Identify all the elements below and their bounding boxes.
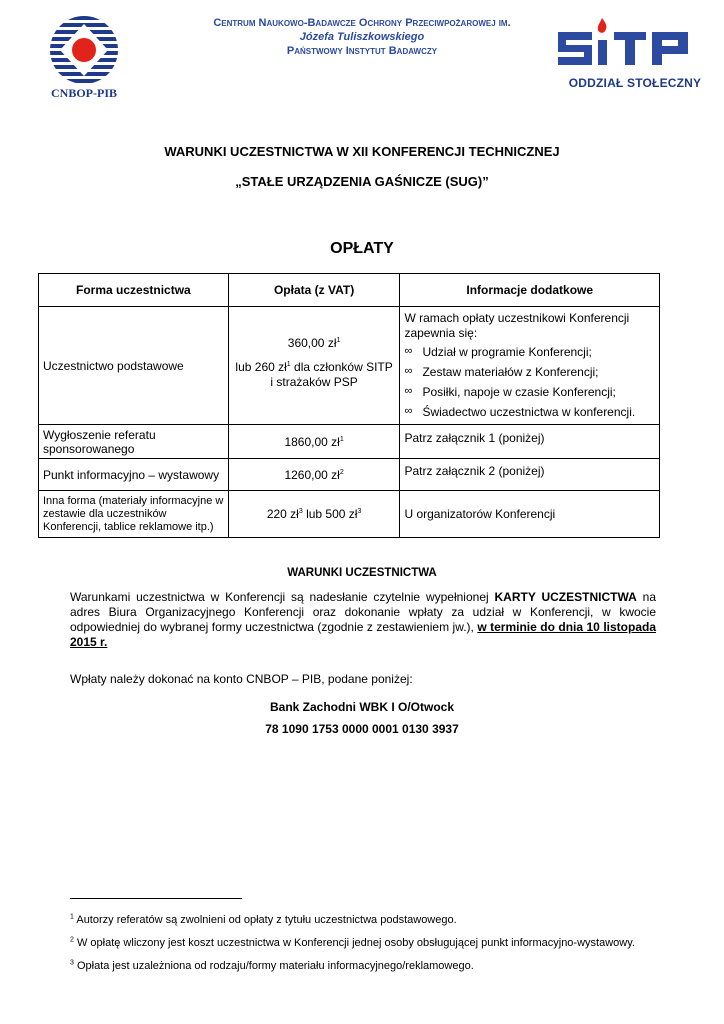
fees-table [38, 273, 660, 538]
row-info-other: U organizatorów Konferencji [400, 491, 660, 538]
document-title-line-1: WARUNKI UCZESTNICTWA W XII KONFERENCJI TECHNICZNEJ [164, 144, 560, 159]
list-item: ∞ Świadectwo uczestnictwa w konferencji. [404, 405, 636, 419]
bank-name: Bank Zachodni WBK I O/Otwock [269, 700, 454, 714]
info-intro: W ramach opłaty uczestnikowi Konferencji zapewnia się: [404, 311, 630, 340]
fees-heading: OPŁATY [330, 240, 394, 257]
column-header-fee: Opłata (z VAT) [228, 274, 400, 307]
fee-basic-value: 360,00 zł [287, 335, 337, 350]
row-fee-sponsored: 1860,00 $zł^1$ [228, 425, 400, 459]
table-row [39, 491, 660, 538]
column-header-form: Forma uczestnictwa [39, 274, 229, 307]
fee-member-value: lub 260 zł [235, 359, 287, 374]
row-info-sponsored: Patrz załącznik 1 (poniżej) [400, 425, 660, 459]
info-list [404, 345, 655, 419]
footnote-3: $^3$ Opłata jest uzależniona od rodzaju/formy materiału informacyjnego/reklamowego. [70, 959, 474, 972]
footnote-2: $^2$ W opłatę wliczony jest koszt uczestnictwa w Konferencji jednej osoby obsługującej punkt informacyjno-wystawowy. [70, 936, 635, 949]
footnote-ref: 1 [286, 360, 291, 368]
row-form-basic: Uczestnictwo podstawowe [39, 307, 229, 425]
footnote-ref: 3 [357, 508, 362, 515]
row-form-sponsored: Wygłoszenie referatu sponsorowanego [39, 425, 229, 459]
column-header-info: Informacje dodatkowe [400, 274, 660, 307]
row-fee-basic [228, 307, 400, 425]
fee-member-note: dla członków SITP i strażaków PSP [270, 359, 393, 389]
document-title-line-2: „STAŁE URZĄDZENIA GAŚNICZE (SUG)” [235, 174, 489, 189]
row-info-exhibition: Patrz załącznik 2 (poniżej) [400, 459, 660, 491]
bank-account-number: 78 1090 1753 0000 0001 0130 3937 [265, 722, 459, 736]
institution-line-1: Centrum Naukowo-Badawcze Ochrony Przeciwpożarowej im. [213, 17, 511, 29]
row-form-exhibition: Punkt informacyjno – wystawowy [39, 459, 229, 491]
footnote-ref: 1 [339, 435, 344, 443]
deadline-text: w terminie do dnia 10 listopada 2015 r. [70, 620, 656, 649]
cnbop-logo [36, 14, 132, 106]
payment-instruction: Wpłaty należy dokonać na konto CNBOP – PIB, podane poniżej: [70, 672, 413, 686]
sitp-logo [550, 14, 714, 94]
table-row [39, 307, 660, 425]
sitp-logo-text: ODDZIAŁ STOŁECZNY [568, 76, 702, 90]
footnote-separator [70, 898, 242, 899]
conditions-paragraph: Warunkami uczestnictwa w Konferencji są nadesłanie czytelnie wypełnionej KARTY UCZESTNICTWA na adres Biura Organizacyjnego Konferencji oraz dokonanie wpłaty za udział w Konferencji, w kwocie odpowiedniej do wybranej formy uczestnictwa (zgodnie z zestawieniem jw.), w terminie do dnia 10 listopada 2015 r. [70, 590, 657, 649]
footnote-1: $^1$ Autorzy referatów są zwolnieni od opłaty z tytułu uczestnictwa podstawowego. [70, 913, 457, 926]
footnote-ref: 1 [336, 336, 341, 344]
infinity-bullet-icon: ∞ [404, 405, 413, 417]
page-header [0, 0, 724, 110]
cnbop-emblem-icon [36, 14, 132, 84]
row-fee-other: 220 $zł^3$ lub 500 $zł^3$ [228, 491, 400, 538]
institution-line-2: Józefa Tuliszkowskiego [299, 31, 425, 43]
footnote-ref: 3 [298, 508, 303, 515]
list-item: ∞ Udział w programie Konferencji; [404, 345, 592, 359]
table-header-row [39, 274, 660, 307]
footnote-ref: 2 [339, 468, 344, 476]
table-row [39, 425, 660, 459]
conditions-heading: WARUNKI UCZESTNICTWA [287, 567, 437, 579]
infinity-bullet-icon: ∞ [404, 385, 413, 397]
table-row [39, 459, 660, 491]
infinity-bullet-icon: ∞ [404, 365, 413, 377]
institution-line-3: Państwowy Instytut Badawczy [286, 45, 438, 57]
participation-card-term: KARTY UCZESTNICTWA [494, 590, 637, 604]
list-item: ∞ Posiłki, napoje w czasie Konferencji; [404, 385, 616, 399]
row-form-other: Inna forma (materiały informacyjne w zestawie dla uczestników Konferencji, tablice reklamowe itp.) [39, 491, 229, 538]
sitp-emblem-icon [550, 14, 714, 74]
cnbop-logo-text: CNBOP-PIB [51, 86, 117, 100]
list-item: ∞ Zestaw materiałów z Konferencji; [404, 365, 599, 379]
row-fee-exhibition: 1260,00 $zł^2$ [228, 459, 400, 491]
infinity-bullet-icon: ∞ [404, 345, 413, 357]
institution-name [150, 16, 574, 58]
row-info-basic [400, 307, 660, 425]
